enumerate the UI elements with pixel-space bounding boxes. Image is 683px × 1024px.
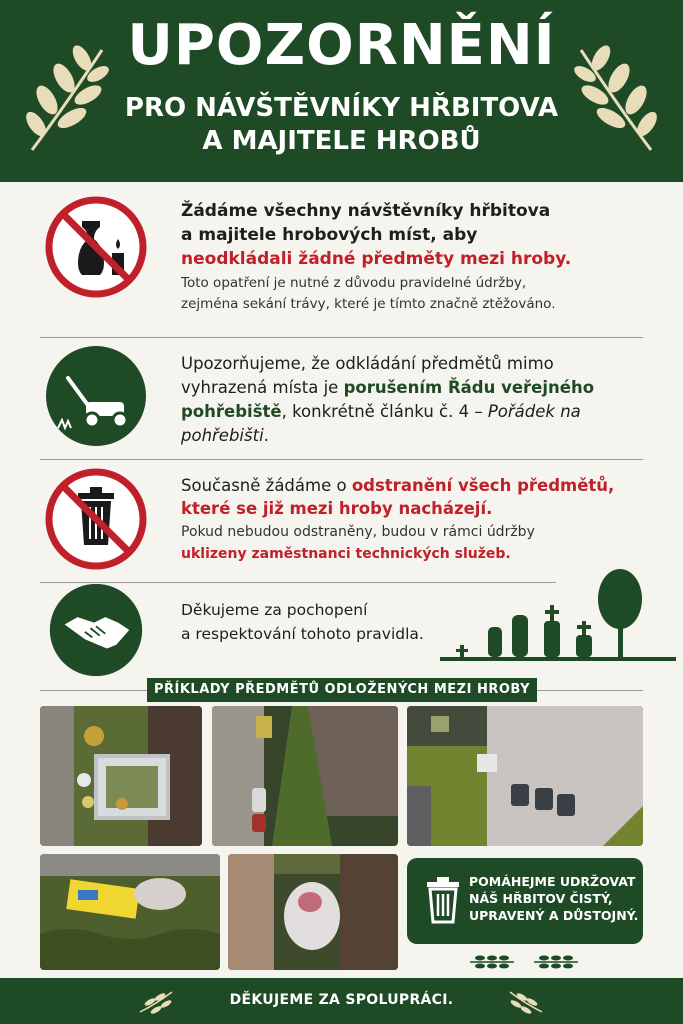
laurel-branch-icon — [571, 40, 661, 160]
section4-text: Děkujeme za pochopení a respektování tohoto pravidla. — [181, 601, 424, 644]
example-photo — [407, 706, 643, 846]
clean-cemetery-text: POMÁHEJME UDRŽOVAT NÁŠ HŘBITOV ČISTÝ, UPRAVENÝ A DŮSTOJNÝ. — [469, 874, 639, 923]
handshake-icon — [48, 582, 144, 678]
footer-banner — [0, 978, 683, 1024]
example-photo — [228, 854, 398, 970]
laurel-sprig-icon — [468, 952, 580, 972]
no-vase-candle-icon — [44, 195, 148, 299]
lawn-mower-icon — [44, 344, 148, 448]
trash-bin-icon — [425, 876, 461, 924]
no-trash-icon — [44, 467, 148, 571]
examples-label: PŘÍKLADY PŘEDMĚTŮ ODLOŽENÝCH MEZI HROBY — [147, 678, 537, 702]
page-subtitle: PRO NÁVŠTĚVNÍKY HŘBITOVA A MAJITELE HROBŮ — [124, 93, 559, 156]
header-banner — [0, 0, 683, 182]
page-title: UPOZORNĚNÍ — [127, 13, 556, 78]
divider — [40, 337, 643, 338]
section2-text: Upozorňujeme, že odkládání předmětů mimo vyhrazená místa je porušením Řádu veřejného pohřebiště, konkrétně článku č. 4 – Pořádek na pohřebišti. — [181, 354, 595, 445]
section1-text: Žádáme všechny návštěvníky hřbitova a majitele hrobových míst, aby neodkládali žádné předměty mezi hroby. Toto opatření je nutné z důvodu pravidelné údržby, zejména sekání trávy, které je tímto značně ztěžováno. — [181, 201, 572, 313]
clean-cemetery-box — [407, 858, 643, 944]
divider — [40, 459, 643, 460]
example-photo — [40, 706, 202, 846]
example-photo — [40, 854, 220, 970]
example-photo — [212, 706, 398, 846]
laurel-sprig-icon — [506, 986, 546, 1016]
footer-text: DĚKUJEME ZA SPOLUPRÁCI. — [229, 992, 454, 1008]
cemetery-silhouette-icon — [440, 565, 676, 665]
section3-text: Současně žádáme o odstranění všech předmětů, které se již mezi hroby nacházejí. Pokud nebudou odstraněny, budou v rámci údržby uklizeny zaměstnanci technických služeb. — [181, 476, 615, 562]
